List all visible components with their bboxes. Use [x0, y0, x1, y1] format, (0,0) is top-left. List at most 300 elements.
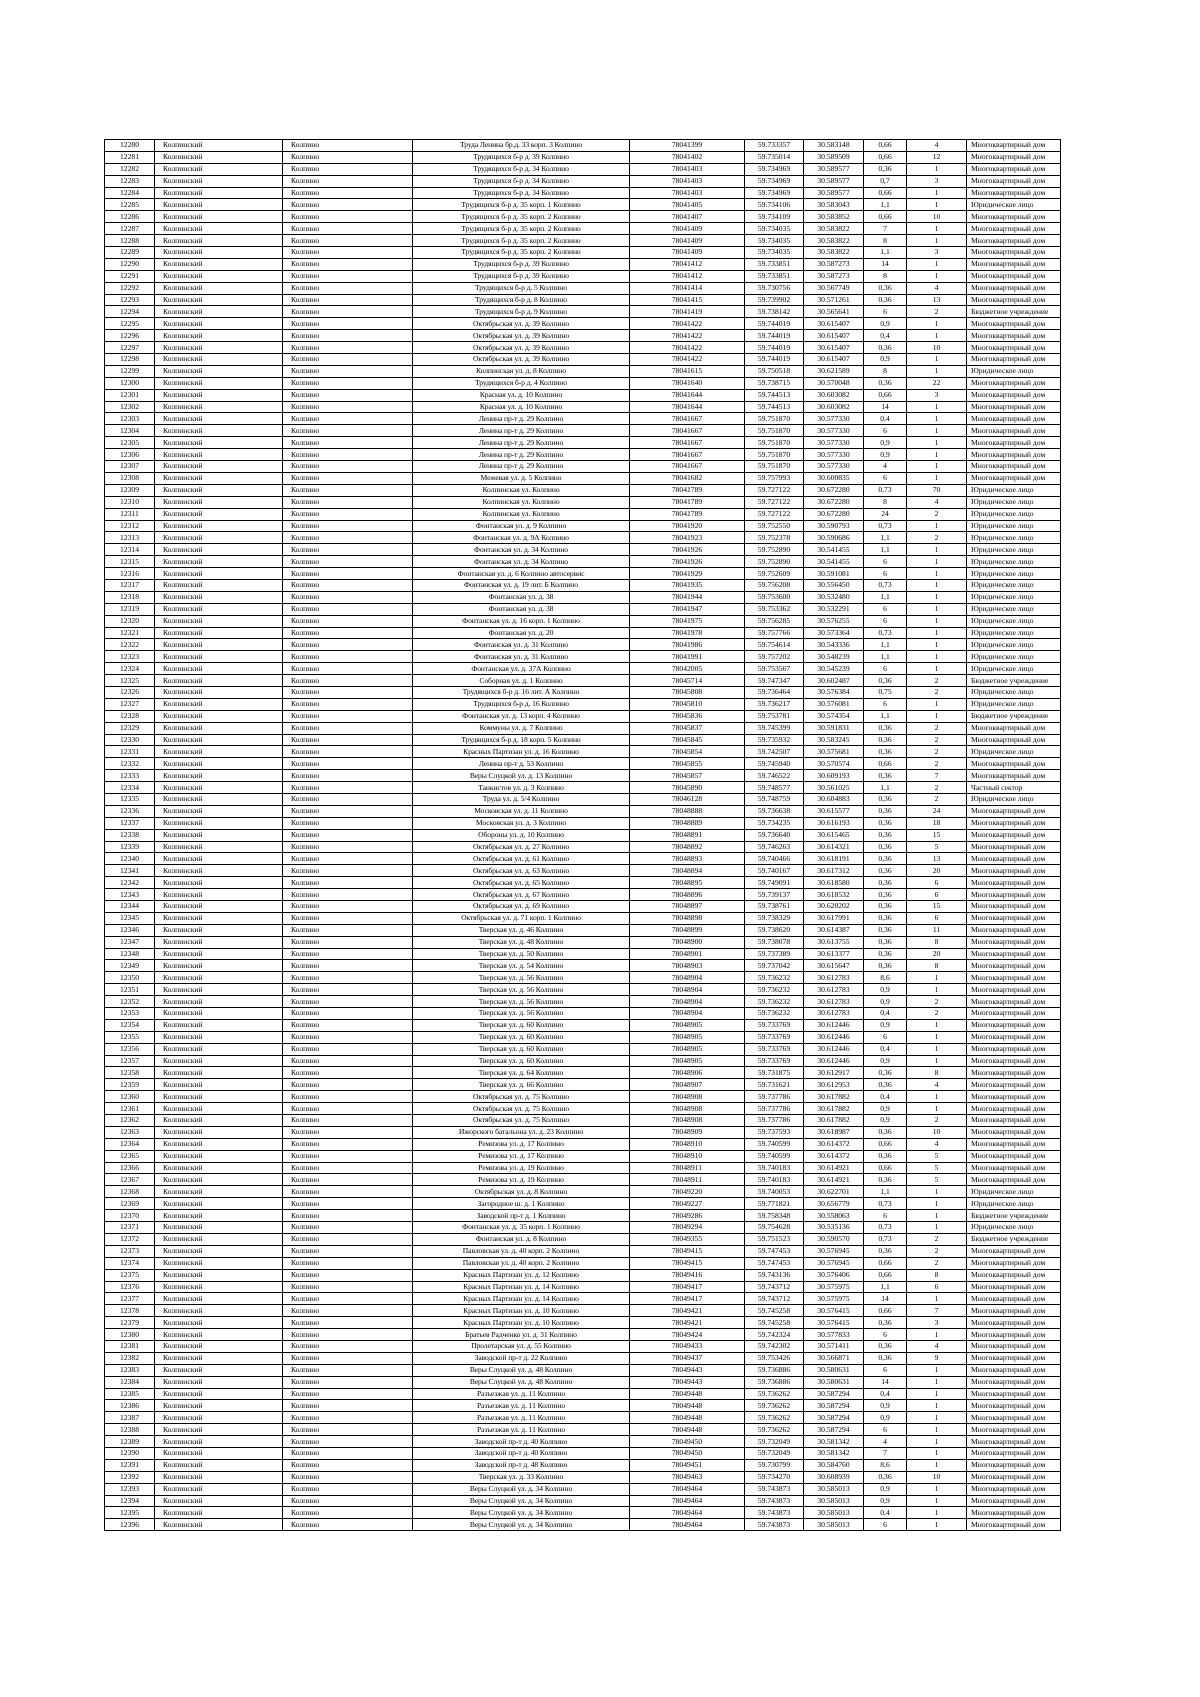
row-number-cell: 12322	[105, 639, 155, 651]
count-cell: 1	[907, 1198, 967, 1210]
row-number-cell: 12298	[105, 354, 155, 366]
code-cell: 78049464	[630, 1495, 745, 1507]
power-cell: 0,9	[864, 437, 907, 449]
locality-cell: Колпино	[283, 758, 413, 770]
table-row	[105, 1305, 1061, 1317]
power-cell: 0,36	[864, 294, 907, 306]
count-cell: 1	[907, 472, 967, 484]
row-number-cell: 12336	[105, 805, 155, 817]
longitude-cell: 30.615407	[804, 342, 864, 354]
district-cell: Колпинский	[155, 1162, 283, 1174]
count-cell: 4	[907, 1079, 967, 1091]
address-cell: Фонтанская ул. д. 31 Колпино	[413, 639, 630, 651]
code-cell: 78048904	[630, 1008, 745, 1020]
object-type-cell: Многоквартирный дом	[967, 1281, 1061, 1293]
district-cell: Колпинский	[155, 377, 283, 389]
address-cell: Трудящихся б-р д. 9 Колпино	[413, 306, 630, 318]
table-row	[105, 1162, 1061, 1174]
district-cell: Колпинский	[155, 199, 283, 211]
code-cell: 78049448	[630, 1412, 745, 1424]
table-row	[105, 889, 1061, 901]
address-cell: Октябрьская ул. д. 39 Колпино	[413, 342, 630, 354]
district-cell: Колпинский	[155, 1186, 283, 1198]
latitude-cell: 59.744019	[745, 330, 804, 342]
address-cell: Фонтанская ул. д. 16 корп. 1 Колпино	[413, 615, 630, 627]
table-row	[105, 1340, 1061, 1352]
count-cell: 1	[907, 199, 967, 211]
row-number-cell: 12359	[105, 1079, 155, 1091]
power-cell: 0,36	[864, 936, 907, 948]
object-type-cell: Многоквартирный дом	[967, 1364, 1061, 1376]
code-cell: 78041615	[630, 365, 745, 377]
row-number-cell: 12296	[105, 330, 155, 342]
address-cell: Октябрьская ул. д. 63 Колпино	[413, 865, 630, 877]
district-cell: Колпинский	[155, 877, 283, 889]
locality-cell: Колпино	[283, 639, 413, 651]
count-cell: 1	[907, 1400, 967, 1412]
locality-cell: Колпино	[283, 615, 413, 627]
latitude-cell: 59.735932	[745, 734, 804, 746]
locality-cell: Колпино	[283, 1150, 413, 1162]
locality-cell: Колпино	[283, 1483, 413, 1495]
table-row	[105, 1436, 1061, 1448]
latitude-cell: 59.756208	[745, 579, 804, 591]
address-cell: Октябрьская ул. д. 65 Колпино	[413, 877, 630, 889]
code-cell: 78041986	[630, 639, 745, 651]
district-cell: Колпинский	[155, 889, 283, 901]
table-row	[105, 782, 1061, 794]
longitude-cell: 30.656779	[804, 1198, 864, 1210]
district-cell: Колпинский	[155, 163, 283, 175]
latitude-cell: 59.734035	[745, 235, 804, 247]
row-number-cell: 12374	[105, 1257, 155, 1269]
latitude-cell: 59.736886	[745, 1376, 804, 1388]
district-cell: Колпинский	[155, 211, 283, 223]
longitude-cell: 30.576255	[804, 615, 864, 627]
power-cell: 0,66	[864, 140, 907, 152]
table-row	[105, 151, 1061, 163]
table-row	[105, 710, 1061, 722]
row-number-cell: 12309	[105, 484, 155, 496]
object-type-cell: Многоквартирный дом	[967, 449, 1061, 461]
district-cell: Колпинский	[155, 805, 283, 817]
count-cell: 1	[907, 461, 967, 473]
locality-cell: Колпино	[283, 710, 413, 722]
code-cell: 78049417	[630, 1281, 745, 1293]
longitude-cell: 30.583852	[804, 211, 864, 223]
locality-cell: Колпино	[283, 520, 413, 532]
row-number-cell: 12364	[105, 1138, 155, 1150]
row-number-cell: 12337	[105, 817, 155, 829]
address-cell: Колпинская ул. Колпино	[413, 508, 630, 520]
count-cell: 1	[907, 1043, 967, 1055]
district-cell: Колпинский	[155, 235, 283, 247]
object-type-cell: Бюджетное учреждение	[967, 710, 1061, 722]
code-cell: 78041923	[630, 532, 745, 544]
district-cell: Колпинский	[155, 1507, 283, 1519]
object-type-cell: Юридическое лицо	[967, 484, 1061, 496]
longitude-cell: 30.618580	[804, 877, 864, 889]
district-cell: Колпинский	[155, 140, 283, 152]
object-type-cell: Многоквартирный дом	[967, 1495, 1061, 1507]
object-type-cell: Бюджетное учреждение	[967, 1210, 1061, 1222]
longitude-cell: 30.616193	[804, 817, 864, 829]
power-cell: 0,9	[864, 1400, 907, 1412]
longitude-cell: 30.577330	[804, 461, 864, 473]
latitude-cell: 59.736232	[745, 996, 804, 1008]
row-number-cell: 12321	[105, 627, 155, 639]
table-row	[105, 342, 1061, 354]
power-cell: 0,75	[864, 686, 907, 698]
district-cell: Колпинский	[155, 247, 283, 259]
latitude-cell: 59.734106	[745, 199, 804, 211]
district-cell: Колпинский	[155, 853, 283, 865]
address-cell: Октябрьская ул. д. 8 Колпино	[413, 1186, 630, 1198]
latitude-cell: 59.736262	[745, 1400, 804, 1412]
longitude-cell: 30.548239	[804, 651, 864, 663]
count-cell: 1	[907, 698, 967, 710]
table-row	[105, 306, 1061, 318]
count-cell: 2	[907, 782, 967, 794]
power-cell: 1,1	[864, 591, 907, 603]
table-row	[105, 591, 1061, 603]
power-cell: 1,1	[864, 199, 907, 211]
longitude-cell: 30.615407	[804, 318, 864, 330]
code-cell: 78048910	[630, 1150, 745, 1162]
object-type-cell: Многоквартирный дом	[967, 1043, 1061, 1055]
table-row	[105, 1222, 1061, 1234]
table-row	[105, 698, 1061, 710]
locality-cell: Колпино	[283, 282, 413, 294]
table-row	[105, 496, 1061, 508]
longitude-cell: 30.614921	[804, 1162, 864, 1174]
latitude-cell: 59.751870	[745, 437, 804, 449]
count-cell: 1	[907, 318, 967, 330]
district-cell: Колпинский	[155, 1115, 283, 1127]
longitude-cell: 30.589577	[804, 163, 864, 175]
code-cell: 78049448	[630, 1400, 745, 1412]
row-number-cell: 12328	[105, 710, 155, 722]
row-number-cell: 12388	[105, 1424, 155, 1436]
power-cell: 6	[864, 425, 907, 437]
latitude-cell: 59.753362	[745, 603, 804, 615]
code-cell: 78045808	[630, 686, 745, 698]
count-cell: 1	[907, 425, 967, 437]
code-cell: 78041667	[630, 413, 745, 425]
row-number-cell: 12348	[105, 948, 155, 960]
object-type-cell: Юридическое лицо	[967, 615, 1061, 627]
latitude-cell: 59.736232	[745, 1008, 804, 1020]
object-type-cell: Юридическое лицо	[967, 698, 1061, 710]
code-cell: 78049424	[630, 1329, 745, 1341]
power-cell: 6	[864, 1364, 907, 1376]
count-cell: 2	[907, 508, 967, 520]
locality-cell: Колпино	[283, 199, 413, 211]
count-cell: 3	[907, 1317, 967, 1329]
locality-cell: Колпино	[283, 496, 413, 508]
longitude-cell: 30.575975	[804, 1281, 864, 1293]
object-type-cell: Многоквартирный дом	[967, 1447, 1061, 1459]
power-cell: 6	[864, 615, 907, 627]
address-cell: Веры Слуцкой ул. д. 34 Колпино	[413, 1507, 630, 1519]
longitude-cell: 30.580631	[804, 1364, 864, 1376]
object-type-cell: Юридическое лицо	[967, 544, 1061, 556]
power-cell: 0,36	[864, 746, 907, 758]
row-number-cell: 12287	[105, 223, 155, 235]
address-cell: Фонтанская ул. д. 20	[413, 627, 630, 639]
address-cell: Трудящихся б-р д. 16 лит. А Колпино	[413, 686, 630, 698]
address-cell: Фонтанская ул. д. 9А Колпино	[413, 532, 630, 544]
power-cell: 0,9	[864, 318, 907, 330]
object-type-cell: Многоквартирный дом	[967, 1019, 1061, 1031]
longitude-cell: 30.532291	[804, 603, 864, 615]
object-type-cell: Многоквартирный дом	[967, 758, 1061, 770]
object-type-cell: Многоквартирный дом	[967, 1257, 1061, 1269]
code-cell: 78045714	[630, 675, 745, 687]
code-cell: 78041789	[630, 508, 745, 520]
locality-cell: Колпино	[283, 437, 413, 449]
locality-cell: Колпино	[283, 294, 413, 306]
address-cell: Разъезжая ул. д. 11 Колпино	[413, 1400, 630, 1412]
address-cell: Фонтанская ул. д. 35 корп. 1 Колпино	[413, 1222, 630, 1234]
code-cell: 78048900	[630, 936, 745, 948]
table-row	[105, 1079, 1061, 1091]
latitude-cell: 59.736262	[745, 1424, 804, 1436]
locality-cell: Колпино	[283, 865, 413, 877]
power-cell: 7	[864, 223, 907, 235]
longitude-cell: 30.556450	[804, 579, 864, 591]
count-cell: 2	[907, 532, 967, 544]
locality-cell: Колпино	[283, 568, 413, 580]
table-row	[105, 948, 1061, 960]
address-cell: Тверская ул. д. 60 Колпино	[413, 1019, 630, 1031]
object-type-cell: Многоквартирный дом	[967, 1329, 1061, 1341]
power-cell: 0,36	[864, 960, 907, 972]
address-cell: Фонтанская ул. д. 31 Колпино	[413, 651, 630, 663]
table-row	[105, 924, 1061, 936]
latitude-cell: 59.743873	[745, 1483, 804, 1495]
power-cell: 0,66	[864, 1162, 907, 1174]
power-cell: 0,36	[864, 829, 907, 841]
district-cell: Колпинский	[155, 496, 283, 508]
longitude-cell: 30.561025	[804, 782, 864, 794]
table-row	[105, 437, 1061, 449]
longitude-cell: 30.576415	[804, 1305, 864, 1317]
object-type-cell: Юридическое лицо	[967, 568, 1061, 580]
locality-cell: Колпино	[283, 223, 413, 235]
count-cell: 2	[907, 734, 967, 746]
district-cell: Колпинский	[155, 1103, 283, 1115]
district-cell: Колпинский	[155, 1019, 283, 1031]
address-table	[104, 139, 1061, 1531]
count-cell: 1	[907, 639, 967, 651]
address-cell: Колпинская ул. Колпино	[413, 484, 630, 496]
address-cell: Межевая ул. д. 5 Колпино	[413, 472, 630, 484]
object-type-cell: Частный сектор	[967, 782, 1061, 794]
latitude-cell: 59.735014	[745, 151, 804, 163]
address-cell: Заводской пр-т д. 1 Колпино	[413, 1210, 630, 1222]
object-type-cell: Юридическое лицо	[967, 1198, 1061, 1210]
table-row	[105, 1091, 1061, 1103]
district-cell: Колпинский	[155, 1008, 283, 1020]
longitude-cell: 30.615577	[804, 805, 864, 817]
code-cell: 78045890	[630, 782, 745, 794]
object-type-cell: Многоквартирный дом	[967, 377, 1061, 389]
object-type-cell: Многоквартирный дом	[967, 258, 1061, 270]
longitude-cell: 30.575975	[804, 1293, 864, 1305]
code-cell: 78041975	[630, 615, 745, 627]
count-cell: 8	[907, 1269, 967, 1281]
latitude-cell: 59.751870	[745, 461, 804, 473]
row-number-cell: 12324	[105, 663, 155, 675]
locality-cell: Колпино	[283, 1115, 413, 1127]
longitude-cell: 30.612446	[804, 1055, 864, 1067]
code-cell: 78048888	[630, 805, 745, 817]
table-row	[105, 817, 1061, 829]
longitude-cell: 30.571411	[804, 1340, 864, 1352]
latitude-cell: 59.743873	[745, 1507, 804, 1519]
locality-cell: Колпино	[283, 1412, 413, 1424]
locality-cell: Колпино	[283, 912, 413, 924]
count-cell: 2	[907, 758, 967, 770]
address-cell: Тверская ул. д. 60 Колпино	[413, 1031, 630, 1043]
latitude-cell: 59.733769	[745, 1019, 804, 1031]
district-cell: Колпинский	[155, 591, 283, 603]
locality-cell: Колпино	[283, 1067, 413, 1079]
latitude-cell: 59.743873	[745, 1495, 804, 1507]
longitude-cell: 30.566871	[804, 1352, 864, 1364]
row-number-cell: 12375	[105, 1269, 155, 1281]
count-cell: 1	[907, 330, 967, 342]
power-cell: 0,36	[864, 1245, 907, 1257]
latitude-cell: 59.771821	[745, 1198, 804, 1210]
row-number-cell: 12285	[105, 199, 155, 211]
count-cell: 1	[907, 568, 967, 580]
row-number-cell: 12344	[105, 901, 155, 913]
count-cell: 2	[907, 306, 967, 318]
longitude-cell: 30.612917	[804, 1067, 864, 1079]
table-row	[105, 1483, 1061, 1495]
latitude-cell: 59.752890	[745, 556, 804, 568]
object-type-cell: Многоквартирный дом	[967, 1174, 1061, 1186]
code-cell: 78049294	[630, 1222, 745, 1234]
count-cell: 7	[907, 770, 967, 782]
code-cell: 78049421	[630, 1317, 745, 1329]
row-number-cell: 12340	[105, 853, 155, 865]
latitude-cell: 59.743136	[745, 1269, 804, 1281]
object-type-cell: Юридическое лицо	[967, 603, 1061, 615]
count-cell: 4	[907, 1138, 967, 1150]
power-cell: 0,36	[864, 877, 907, 889]
latitude-cell: 59.753600	[745, 591, 804, 603]
power-cell: 1,1	[864, 651, 907, 663]
code-cell: 78049450	[630, 1447, 745, 1459]
longitude-cell: 30.587273	[804, 270, 864, 282]
table-row	[105, 1138, 1061, 1150]
object-type-cell: Юридическое лицо	[967, 520, 1061, 532]
locality-cell: Колпино	[283, 1447, 413, 1459]
locality-cell: Колпино	[283, 1186, 413, 1198]
latitude-cell: 59.734235	[745, 817, 804, 829]
address-cell: Колпинская ул. д. 8 Колпино	[413, 365, 630, 377]
latitude-cell: 59.740183	[745, 1162, 804, 1174]
code-cell: 78045836	[630, 710, 745, 722]
object-type-cell: Многоквартирный дом	[967, 354, 1061, 366]
object-type-cell: Многоквартирный дом	[967, 948, 1061, 960]
table-row	[105, 330, 1061, 342]
object-type-cell: Юридическое лицо	[967, 639, 1061, 651]
latitude-cell: 59.752378	[745, 532, 804, 544]
power-cell: 0,36	[864, 853, 907, 865]
address-cell: Колпинская ул. Колпино	[413, 496, 630, 508]
power-cell: 0,36	[864, 924, 907, 936]
row-number-cell: 12386	[105, 1400, 155, 1412]
district-cell: Колпинский	[155, 1483, 283, 1495]
longitude-cell: 30.576945	[804, 1245, 864, 1257]
object-type-cell: Юридическое лицо	[967, 627, 1061, 639]
object-type-cell: Многоквартирный дом	[967, 1412, 1061, 1424]
row-number-cell: 12345	[105, 912, 155, 924]
latitude-cell: 59.738078	[745, 936, 804, 948]
latitude-cell: 59.736886	[745, 1364, 804, 1376]
district-cell: Колпинский	[155, 698, 283, 710]
latitude-cell: 59.738761	[745, 901, 804, 913]
table-row	[105, 972, 1061, 984]
table-row	[105, 853, 1061, 865]
table-row	[105, 1043, 1061, 1055]
code-cell: 78048899	[630, 924, 745, 936]
table-row	[105, 1329, 1061, 1341]
district-cell: Колпинский	[155, 1317, 283, 1329]
count-cell: 13	[907, 853, 967, 865]
locality-cell: Колпино	[283, 1091, 413, 1103]
power-cell: 0,9	[864, 354, 907, 366]
latitude-cell: 59.754628	[745, 1222, 804, 1234]
row-number-cell: 12286	[105, 211, 155, 223]
longitude-cell: 30.587294	[804, 1400, 864, 1412]
table-row	[105, 1233, 1061, 1245]
row-number-cell: 12323	[105, 651, 155, 663]
latitude-cell: 59.734969	[745, 187, 804, 199]
latitude-cell: 59.738620	[745, 924, 804, 936]
code-cell: 78049464	[630, 1507, 745, 1519]
district-cell: Колпинский	[155, 568, 283, 580]
object-type-cell: Многоквартирный дом	[967, 889, 1061, 901]
district-cell: Колпинский	[155, 1519, 283, 1531]
district-cell: Колпинский	[155, 1210, 283, 1222]
power-cell: 0,73	[864, 579, 907, 591]
count-cell: 1	[907, 413, 967, 425]
latitude-cell: 59.732049	[745, 1436, 804, 1448]
power-cell: 0,9	[864, 1412, 907, 1424]
row-number-cell: 12312	[105, 520, 155, 532]
address-cell: Октябрьская ул. д. 67 Колпино	[413, 889, 630, 901]
address-cell: Заводской пр-т д. 40 Колпино	[413, 1436, 630, 1448]
address-cell: Тверская ул. д. 56 Колпино	[413, 972, 630, 984]
latitude-cell: 59.734969	[745, 163, 804, 175]
locality-cell: Колпино	[283, 1436, 413, 1448]
table-row	[105, 472, 1061, 484]
power-cell: 6	[864, 698, 907, 710]
latitude-cell: 59.738329	[745, 912, 804, 924]
latitude-cell: 59.758348	[745, 1210, 804, 1222]
object-type-cell: Многоквартирный дом	[967, 1245, 1061, 1257]
locality-cell: Колпино	[283, 1198, 413, 1210]
table-row	[105, 389, 1061, 401]
row-number-cell: 12392	[105, 1471, 155, 1483]
locality-cell: Колпино	[283, 1162, 413, 1174]
district-cell: Колпинский	[155, 1471, 283, 1483]
